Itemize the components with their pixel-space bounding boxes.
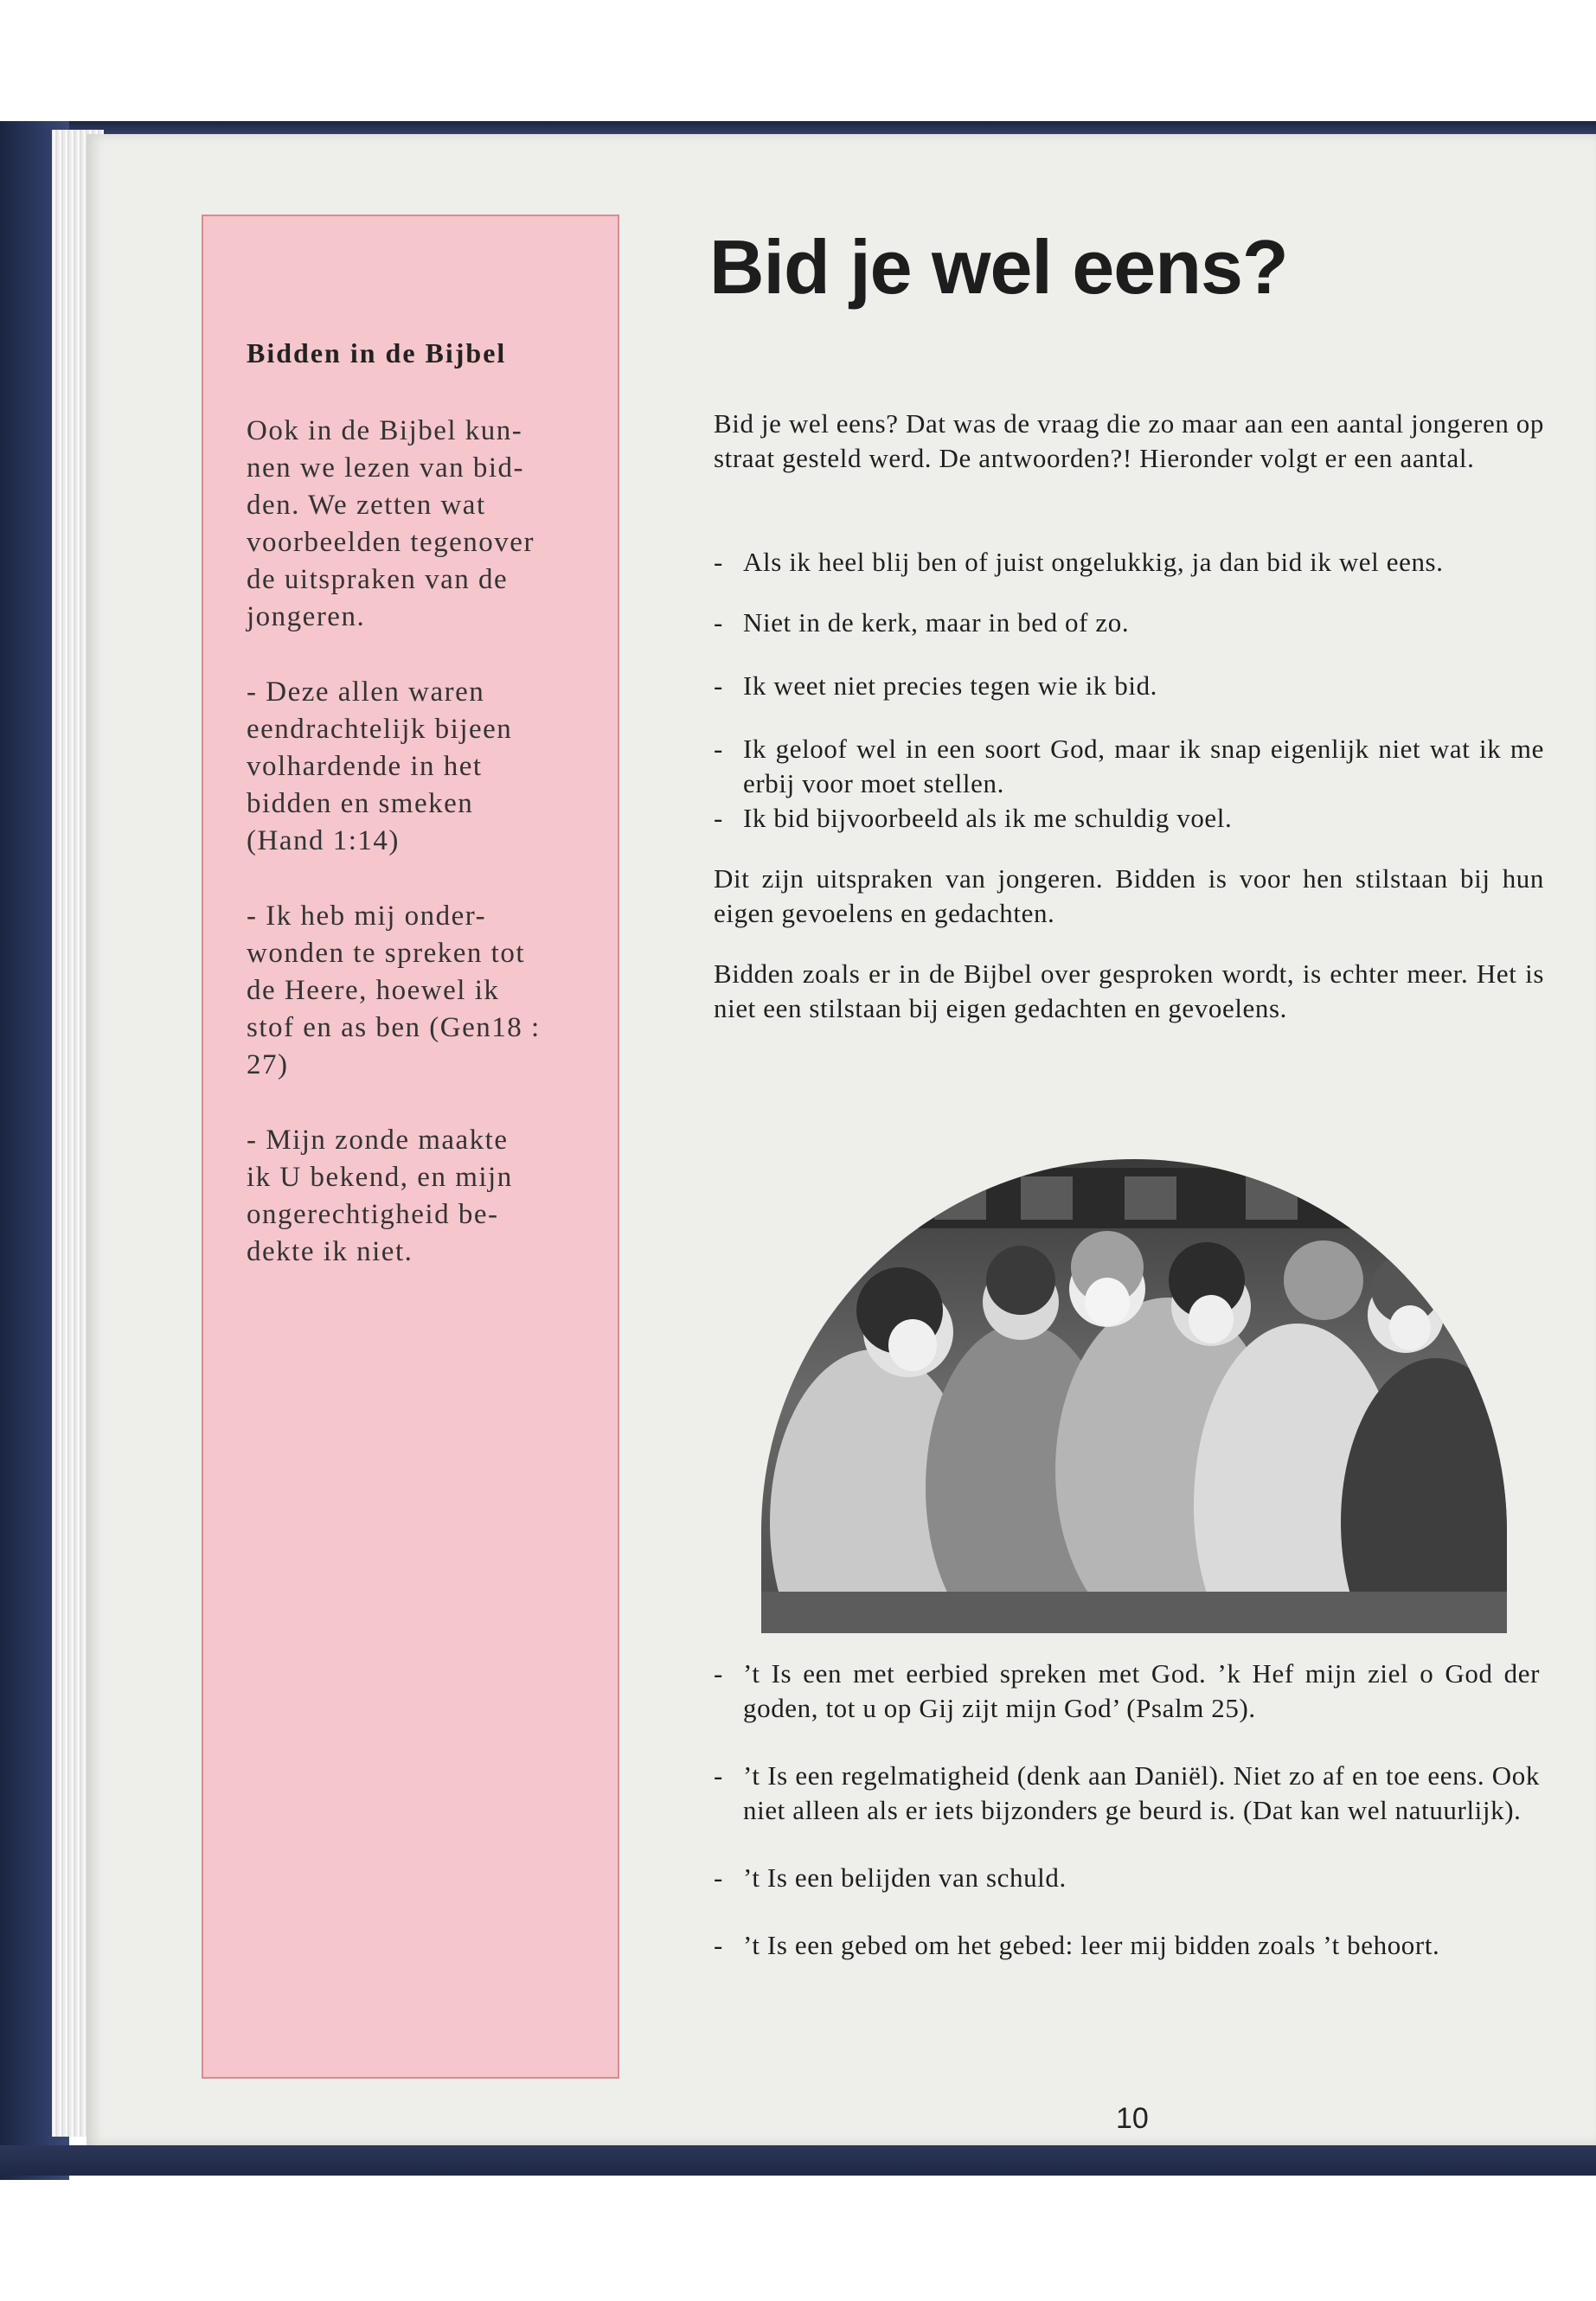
intro-block (714, 407, 1544, 476)
intro-paragraph: Bid je wel eens? Dat was de vraag die zo maar aan een aantal jongeren op straat gesteld werd. De antwoorden?! Hieronder volgt er een aantal. (714, 408, 1544, 473)
prayer-point: - ’t Is een belijden van schuld. (714, 1862, 1067, 1893)
prayer-point: - ’t Is een gebed om het gebed: leer mij bidden zoals ’t behoort. (714, 1930, 1440, 1960)
answer-item: - Ik weet niet precies tegen wie ik bid. (714, 670, 1158, 701)
prayer-point-text: ’t Is een regelmatigheid (denk aan Daniël). Niet zo af en toe eens. Ook niet alleen als er iets bijzonders ge beurd is. (Dat kan wel natuurlijk). (743, 1760, 1540, 1825)
answer-text: Als ik heel blij ben of juist ongelukkig, ja dan bid ik wel eens. (743, 547, 1444, 577)
answer-item: - Ik bid bijvoorbeeld als ik me schuldig voel. (714, 803, 1233, 833)
answer-text: Ik geloof wel in een soort God, maar ik snap eigenlijk niet wat ik me erbij voor moet stellen. (743, 734, 1544, 798)
answer-item: - Niet in de kerk, maar in bed of zo. (714, 607, 1130, 638)
sidebar-intro: Ook in de Bijbel kun- nen we lezen van bid- den. We zetten wat voorbeelden tegenover de uitspraken van de jongeren. (247, 415, 535, 632)
page-number: 10 (1116, 2102, 1149, 2135)
answer-item: - Ik geloof wel in een soort God, maar ik snap eigenlijk niet wat ik me erbij voor moet stellen. (714, 734, 1544, 798)
answer-item: - Als ik heel blij ben of juist ongelukkig, ja dan bid ik wel eens. (714, 547, 1444, 577)
sidebar-box-bible-quotes (202, 215, 619, 2079)
sidebar-heading: Bidden in de Bijbel (247, 337, 507, 369)
page-title: Bid je wel eens? (709, 224, 1288, 310)
sidebar-quote-acts: - Deze allen waren eendrachtelijk bijeen volhardende in het bidden en smeken (Hand 1:14) (247, 676, 513, 856)
answer-text: Ik bid bijvoorbeeld als ik me schuldig voel. (743, 803, 1233, 833)
paragraph-youth-statements: Dit zijn uitspraken van jongeren. Bidden is voor hen stilstaan bij hun eigen gevoelens en gedachten. (714, 863, 1544, 928)
prayer-point-text: ’t Is een belijden van schuld. (743, 1862, 1067, 1893)
sidebar-quote-genesis: - Ik heb mij onder- wonden te spreken tot de Heere, hoewel ik stof en as ben (Gen18 : 27) (247, 901, 541, 1080)
prayer-points-list (714, 1657, 1540, 1963)
sidebar-quote-confession: - Mijn zonde maakte ik U bekend, en mijn ongerechtigheid be- dekte ik niet. (247, 1125, 513, 1267)
prayer-point-text: ’t Is een met eerbied spreken met God. ’k Hef mijn ziel o God der goden, tot u op Gij zijt mijn God’ (Psalm 25). (743, 1658, 1540, 1723)
answer-text: Niet in de kerk, maar in bed of zo. (743, 607, 1130, 638)
answer-text: Ik weet niet precies tegen wie ik bid. (743, 670, 1158, 701)
answers-list (714, 545, 1544, 1026)
book-cover-bottom-edge (0, 2145, 1596, 2176)
prayer-point: - ’t Is een regelmatigheid (denk aan Daniël). Niet zo af en toe eens. Ook niet alleen als er iets bijzonders ge beurd is. (Dat kan wel natuurlijk). (714, 1760, 1540, 1825)
prayer-point: - ’t Is een met eerbied spreken met God. ’k Hef mijn ziel o God der goden, tot u op Gij zijt mijn God’ (Psalm 25). (714, 1658, 1540, 1723)
paragraph-bible-prayer: Bidden zoals er in de Bijbel over gesproken wordt, is echter meer. Het is niet een stilstaan bij eigen gedachten en gevoelens. (714, 958, 1544, 1023)
prayer-point-text: ’t Is een gebed om het gebed: leer mij bidden zoals ’t behoort. (743, 1930, 1440, 1960)
